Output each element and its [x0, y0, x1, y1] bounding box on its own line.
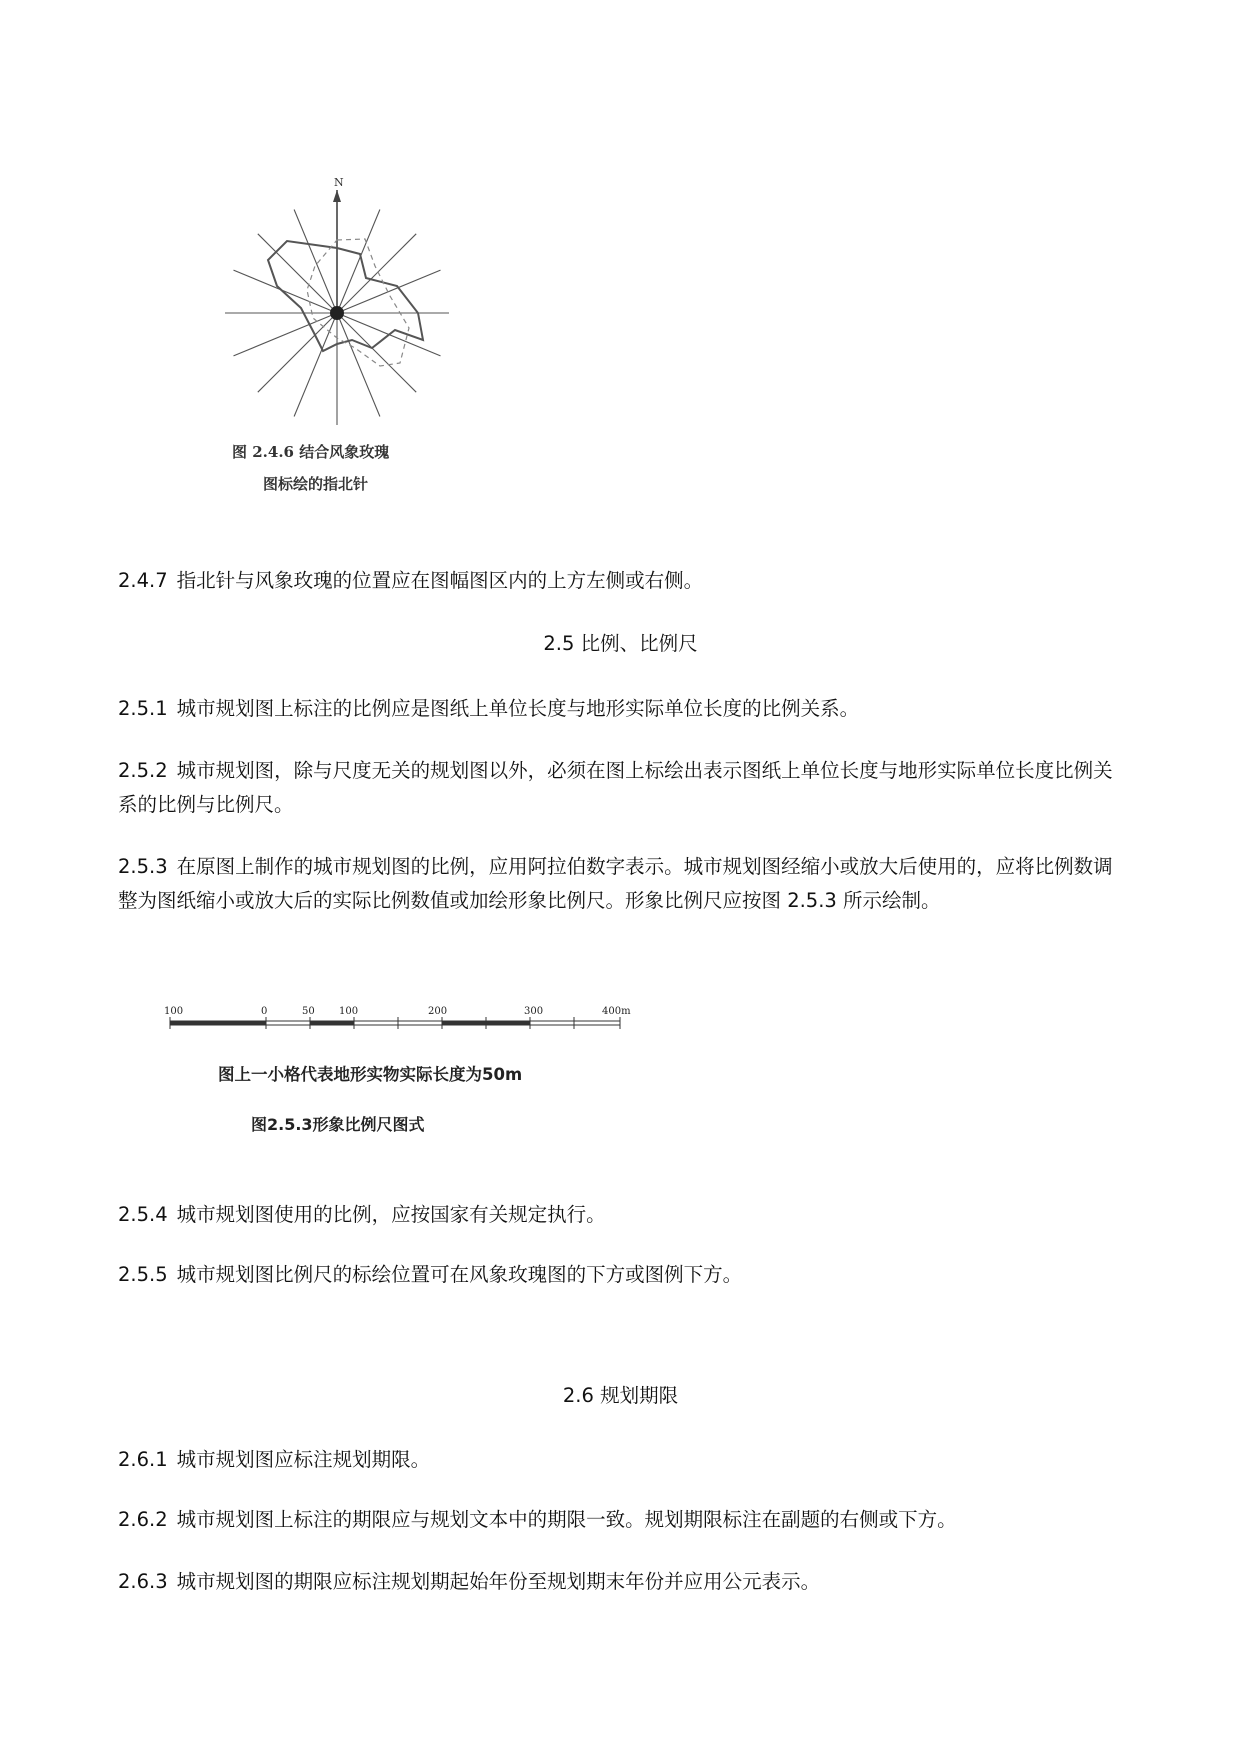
clause-text: 指北针与风象玫瑰的位置应在图幅图区内的上方左侧或右侧。 [176, 569, 704, 592]
section-heading-2-5: 2.5 比例、比例尺 [543, 632, 698, 655]
paragraph-2-5-3 [118, 850, 1128, 918]
clause-text: 城市规划图使用的比例，应按国家有关规定执行。 [176, 1203, 606, 1226]
scale-bar-figure [160, 1000, 640, 1040]
paragraph-2-6-3 [118, 1565, 1128, 1599]
clause-number: 2.5.5 [118, 1263, 168, 1286]
scale-tick-label-50: 50 [302, 1006, 315, 1017]
clause-text: 城市规划图比例尺的标绘位置可在风象玫瑰图的下方或图例下方。 [176, 1263, 743, 1286]
clause-text: 城市规划图上标注的期限应与规划文本中的期限一致。规划期限标注在副题的右侧或下方。 [176, 1508, 957, 1531]
wind-rose-compass-figure [215, 168, 465, 428]
paragraph-2-6-1 [118, 1443, 1128, 1477]
paragraph-2-4-7 [118, 564, 1128, 598]
paragraph-2-5-2 [118, 754, 1128, 822]
paragraph-2-5-4 [118, 1198, 1128, 1232]
scale-bar-caption: 图2.5.3形象比例尺图式 [251, 1115, 425, 1134]
wind-rose-caption-line2: 图标绘的指北针 [263, 475, 369, 493]
compass-ray [337, 313, 416, 392]
clause-number: 2.6.1 [118, 1448, 168, 1471]
clause-number: 2.5.4 [118, 1203, 168, 1226]
wind-rose-caption-line1: 图 2.4.6 结合风象玫瑰 [232, 443, 390, 461]
paragraph-2-5-5 [118, 1258, 1128, 1292]
clause-number: 2.4.7 [118, 569, 168, 592]
compass-ray [337, 234, 416, 313]
scale-tick-label-300: 300 [524, 1006, 544, 1017]
scale-tick-label-200: 200 [428, 1006, 448, 1017]
clause-number: 2.5.3 [118, 855, 168, 878]
paragraph-2-5-1 [118, 692, 1128, 726]
clause-text: 城市规划图上标注的比例应是图纸上单位长度与地形实际单位长度的比例关系。 [176, 697, 860, 720]
section-heading-2-6: 2.6 规划期限 [562, 1384, 679, 1407]
compass-ray [258, 313, 337, 392]
clause-text: 城市规划图的期限应标注规划期起始年份至规划期末年份并应用公元表示。 [176, 1570, 821, 1593]
clause-number: 2.6.2 [118, 1508, 168, 1531]
clause-text: 城市规划图，除与尺度无关的规划图以外，必须在图上标绘出表示图纸上单位长度与地形实际单位长度比例关系的比例与比例尺。 [118, 759, 1113, 816]
scale-tick-label-0: 0 [261, 1006, 268, 1017]
scale-tick-label-100: 100 [339, 1006, 359, 1017]
scale-bar-description: 图上一小格代表地形实物实际长度为50m [218, 1065, 523, 1084]
scale-tick-label-400m: 400m [602, 1006, 631, 1017]
clause-text: 城市规划图应标注规划期限。 [176, 1448, 431, 1471]
clause-number: 2.5.2 [118, 759, 168, 782]
north-label: N [334, 176, 344, 189]
clause-number: 2.6.3 [118, 1570, 168, 1593]
scale-tick-label-100-left: 100 [164, 1006, 184, 1017]
wind-rose-dashed-outline [307, 239, 409, 366]
clause-text: 在原图上制作的城市规划图的比例，应用阿拉伯数字表示。城市规划图经缩小或放大后使用的，应将比例数调整为图纸缩小或放大后的实际比例数值或加绘形象比例尺。形象比例尺应按图 2.5.3 所示绘制。 [118, 855, 1113, 912]
clause-number: 2.5.1 [118, 697, 168, 720]
paragraph-2-6-2 [118, 1503, 1128, 1537]
